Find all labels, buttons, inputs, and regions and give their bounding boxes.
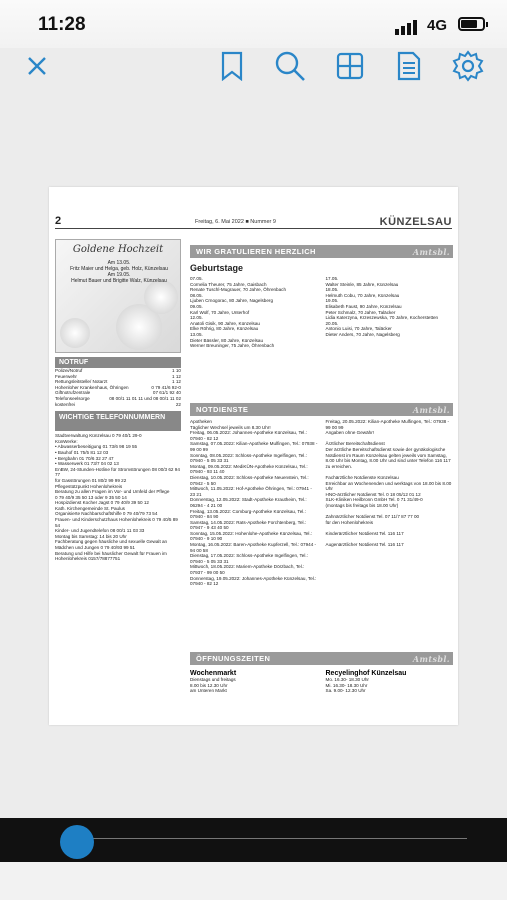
status-bar [0, 0, 507, 48]
notruf-number: 08 00/1 11 01 11 und 08 00/1 11 02 22 [109, 395, 181, 407]
notruf-row [55, 396, 181, 407]
scrubber-track[interactable] [61, 838, 467, 839]
battery-icon [458, 17, 485, 31]
oeffnung-title: ÖFFNUNGSZEITEN [196, 654, 271, 663]
page-header [55, 217, 452, 229]
birthdays-left: 07.05. Cornelia Theurer, 75 Jahre, Gaisbach Renate Tuschl-Mugrauer, 70 Jahre, Öhrenbach 08.05. Ljuben Crnogorac, 80 Jahre, Nagelsberg 09.05. Karl Wolf, 70 Jahre, Unterhof 12.05. Anatoli Gisik, 90 Jahre, Künzelsau Elke Röhrig, 80 Jahre, Künzelsau 13.05. Dieter Bässler, 80 Jahre, Künzelsau Werner Breuninger, 75 Jahre, Öhrenbach [190, 276, 287, 349]
card-title: Goldene Hochzeit [72, 244, 164, 255]
notruf-list [55, 368, 181, 407]
notruf-label: Feuerwehr [55, 373, 77, 379]
document-icon[interactable] [391, 48, 427, 84]
settings-icon[interactable] [450, 48, 486, 84]
geburtstage-title: Geburtstage [190, 263, 244, 273]
scrubber-handle[interactable] [60, 825, 94, 859]
gratulieren-section [190, 245, 453, 349]
notruf-label: Hohenloher Krankenhaus, Öhringen [55, 384, 129, 390]
doctor-services: Freitag, 20.05.2022: Kilian-Apotheke Mulfingen, Tel.: 07938 - 99 00 99 Angaben ohne Gewähr! Ärztlicher Bereitschaftsdienst Der ärztliche Bereitschaftsdienst sowie der gynäkologische Notdienst im Raum Künzelsau gelten jeweils vom Samstag, 8.00 Uhr bis Montag, 8.00 Uhr und sind unter Telefon 116 117 zu erreichen. Fachärztliche Notdienste Künzelsau Erreichbar an Wochenenden und werktags von 18.00 bis 8.00 Uhr HNO-ärztlicher Notdienst Tel. 0 18 05/12 01 12 SLK-Kliniken Heilbronn GmbH Tel. 0 71 31/49-0 (montags bis freitags bis 18.00 Uhr) Zahnärztlicher Notdienst Tel. 07 11/7 87 77 00 für den Hohenlohekreis Kinderärztlicher Notdienst Tel. 116 117 Augenärztlicher Notdienst Tel. 116 117 [325, 419, 452, 548]
notdienste-section [190, 403, 453, 587]
notruf-number: 1 10 [172, 368, 181, 373]
golden-wedding-card [55, 239, 181, 353]
viewer-toolbar [0, 48, 507, 92]
notruf-number: 0 79 41/6 92-0 [151, 384, 181, 390]
notruf-label: Polizei/Notruf [55, 368, 83, 373]
network-label: 4G [427, 17, 448, 34]
notruf-label: Giftnotrufzentrale [55, 390, 91, 396]
recycling-text: Mo. 16.30- 18.30 Uhr Mi. 16.30- 18.30 Uhr Sa. 9.00- 12.30 Uhr [325, 677, 369, 694]
oeffnung-header [190, 652, 453, 665]
bookmark-icon[interactable] [214, 48, 250, 84]
wichtige-text: Stadtverwaltung Künzelsau 0 79 40/1 29-0 KünWerke: • Abwasserbeseitigung 01 73/6 98 19 55 • Bauhof 01 75/5 81 12 03 • Bergbahn 01 70/6 32 27 47 • Wasserwerk 01 73/7 04 02 13 EnBW, 24-Stunden-Hotline für Stromstörungen 08 00/3 62 94 77 für Gasstörungen 01 80/2 99 99 22 Pflegestützpunkt Hohenlohekreis Beratung zu allen Fragen im Vor- und Umfeld der Pflege 0 79 40/9 35 50 13 oder 9 35 50 14 Hospizdienst Kocher Jagst 0 79 40/9 39 50 12 Kath. Kirchengemeinde St. Paulus Organisierte Nachbarschaftshilfe 0 79 40/79 73 54 Frauen- und Kinderschutzhaus Hohenlohekreis 0 79 40/5 89 54 Kinder- und Jugendtelefon 08 00/1 11 03 33 Montag bis Samstag: 14 bis 20 Uhr Fachberatung gegen häusliche und sexuelle Gewalt an Mädchen und Jungen 0 79 40/93 99 51 Beratung und Hilfe bei häuslicher Gewalt für Frauen im Hohenlohekreis 0157/78877751 [55, 433, 180, 562]
newspaper-page[interactable] [49, 187, 458, 725]
close-icon[interactable] [19, 48, 55, 84]
header-logo-icon: Amtsbl. [412, 247, 450, 257]
gratulieren-header [190, 245, 453, 258]
wochenmarkt-title: Wochenmarkt [190, 670, 237, 677]
town-title: KÜNZELSAU [379, 216, 452, 228]
notruf-number: 07 61/1 92 40 [152, 390, 181, 396]
notdienste-header [190, 403, 453, 416]
notruf-number: 1 12 [172, 379, 181, 385]
search-icon[interactable] [272, 48, 308, 84]
signal-icon [395, 20, 417, 35]
header-logo-icon: Amtsbl. [412, 405, 450, 415]
grid-icon[interactable] [332, 48, 368, 84]
gratulieren-title: WIR GRATULIEREN HERZLICH [196, 247, 316, 256]
card-text: Am 13.05. Fritz Maier und Helga, geb. Holz, Künzelsau Am 19.05. Helmut Bauer und Brigitte Walz, Künzelsau [70, 260, 168, 284]
left-column [55, 239, 181, 562]
pharmacy-list: Apotheken Täglicher Wechsel jeweils um 8.30 Uhr! Freitag, 06.05.2022: Johannes-Apotheke Künzelsau, Tel.: 07940 - 82 12 Samstag, 07.05.2022: Kilian-Apotheke Mulfingen, Tel.: 07938 - 99 00 99 Sonntag, 08.05.2022: Schloss-Apotheke Ingelfingen, Tel.: 07940 - 5 05 33 31 Montag, 09.05.2022: MediKÜN-Apotheke Künzelsau, Tel.: 07940 - 93 11 40 Dienstag, 10.05.2022: Schloss-Apotheke Neuenstein, Tel.: 07942 - 5 50 Mittwoch, 11.05.2022: Hof-Apotheke Öhringen, Tel.: 07941 - 23 21 Donnerstag, 12.05.2022: Stadt-Apotheke Krautheim, Tel.: 06294 - 4 21 00 Freitag, 13.05.2022: Comburg-Apotheke Künzelsau, Tel.: 07940 - 84 90 Samstag, 14.05.2022: Rats-Apotheke Forchtenberg, Tel.: 07947 - 9 43 40 50 Sonntag, 15.05.2022: Hohenlohe-Apotheke Künzelsau, Tel.: 07940 - 9 10 90 Montag, 16.05.2022: Baren-Apotheke Kupferzell, Tel.: 07944 - 94 00 58 Dienstag, 17.05.2022: Schloss-Apotheke Ingelfingen, Tel.: 07940 - 5 05 33 31 Mittwoch, 18.05.2022: Mariem-Apotheke Dörzbach, Tel.: 07937 - 99 00 50 Donnerstag, 19.05.2022: Johannes-Apotheke Künzelsau, Tel.: 07940 - 82 12 [190, 419, 318, 587]
header-logo-icon: Amtsbl. [412, 654, 450, 664]
notdienste-title: NOTDIENSTE [196, 405, 249, 414]
notruf-header: NOTRUF [55, 357, 181, 368]
birthdays-right: 17.05. Walter Steinle, 85 Jahre, Künzelsau 18.05. Helmuth Cobu, 70 Jahre, Künzelsau 19.05. Elisabeth Faust, 90 Jahre, Künzelsau Peter Schmalz, 70 Jahre, Taläcker Lidia Katerzyna, Krzeszewska, 70 Jahre, Kocherstetten 20.05. Antonio Luisi, 70 Jahre, Taläcker Dieter Anders, 70 Jahre, Nagelsberg [325, 276, 439, 337]
page-number: 2 [55, 215, 62, 227]
wochenmarkt-text: Dienstags und freitags 8.00 bis 12.30 Uhr am Unteren Markt [190, 677, 236, 694]
wichtige-header: WICHTIGE TELEFONNUMMERN [55, 411, 181, 431]
oeffnung-section [190, 652, 453, 694]
clock: 11:28 [38, 14, 86, 35]
notruf-number: 1 12 [172, 373, 181, 379]
notruf-label: Telefonseelsorge kostenfrei [55, 395, 90, 407]
bottom-area [0, 862, 507, 900]
issue-date: Freitag, 6. Mai 2022 ■ Nummer 9 [195, 219, 276, 225]
recycling-title: Recyelinghof Künzelsau [325, 670, 407, 677]
notruf-label: Rettungsleitstelle/ Notarzt [55, 379, 108, 385]
